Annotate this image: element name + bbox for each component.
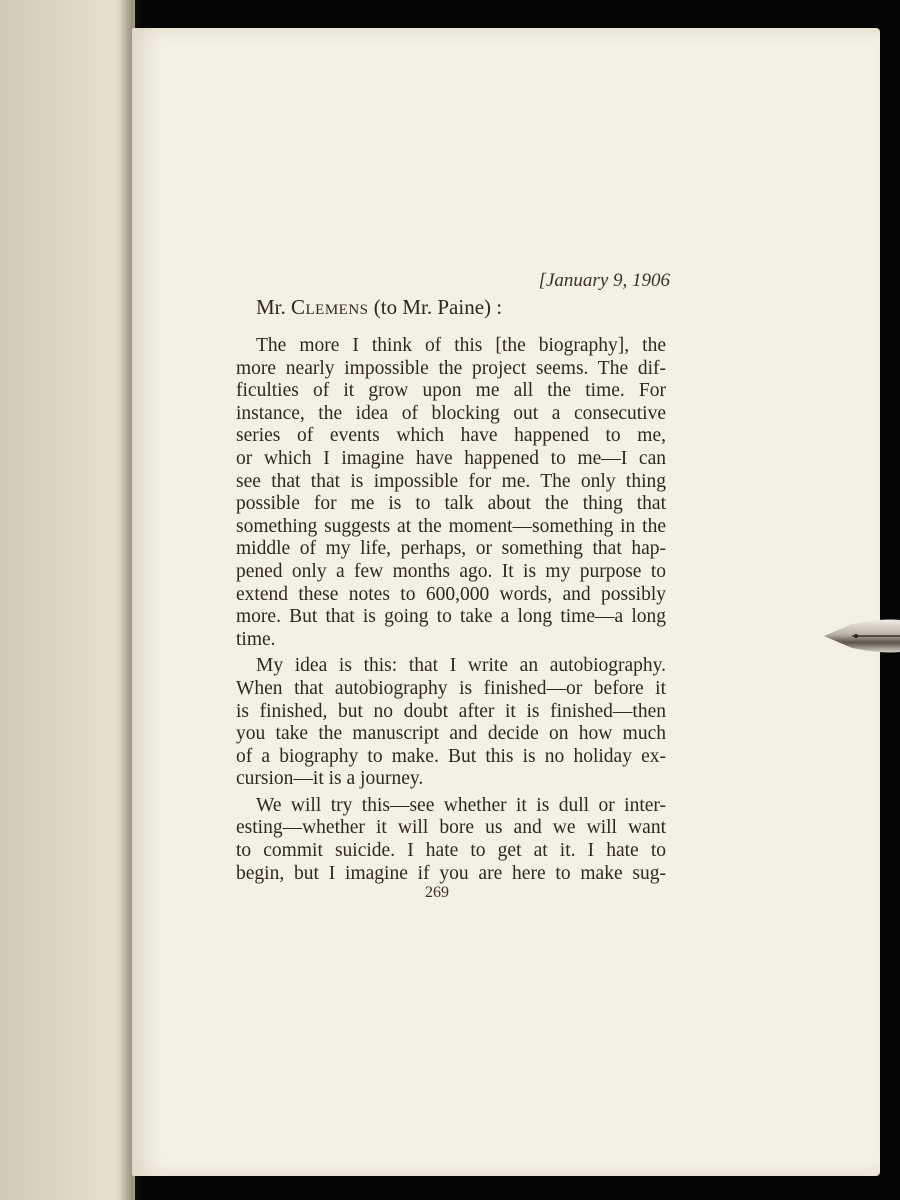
text-line: The more I think of this [the biography], the — [256, 335, 666, 356]
left-page-edge — [0, 0, 135, 1200]
text-line: extend these notes to 600,000 words, and possibly — [236, 583, 666, 605]
text-line: possible for me is to talk about the thing that — [236, 493, 666, 515]
text-line: begin, but I imagine if you are here to make sug- — [236, 862, 666, 884]
text-line: pened only a few months ago. It is my purpose to — [236, 560, 666, 582]
text-line: of a biography to make. But this is no holiday ex- — [236, 745, 666, 767]
text-line: esting—whether it will bore us and we will want — [236, 817, 666, 839]
speaker-addressee: (to Mr. Paine) : — [368, 295, 503, 319]
text-line: more. But that is going to take a long time—a long — [236, 606, 666, 628]
text-line: cursion—it is a journey. — [236, 768, 424, 790]
paragraph-1 — [236, 335, 666, 651]
speaker-name: Clemens — [291, 295, 369, 319]
speaker-title: Mr. — [256, 295, 286, 319]
text-line: middle of my life, perhaps, or something that hap- — [236, 538, 666, 560]
text-line: instance, the idea of blocking out a consecutive — [236, 402, 666, 424]
text-line: you take the manuscript and decide on how much — [236, 723, 666, 745]
text-line: see that that is impossible for me. The only thing — [236, 470, 666, 492]
text-line: ficulties of it grow upon me all the time. For — [236, 380, 666, 402]
date-line: [January 9, 1906 — [538, 270, 670, 291]
paragraph-3 — [236, 795, 666, 885]
text-line: We will try this—see whether it is dull or inter- — [256, 794, 666, 816]
text-line: is finished, but no doubt after it is finished—then — [236, 700, 666, 722]
text-line: something suggests at the moment—something in the — [236, 515, 666, 537]
text-line: to commit suicide. I hate to get at it. I hate to — [236, 840, 666, 862]
text-line: series of events which have happened to me, — [236, 425, 666, 447]
page-number: 269 — [425, 884, 449, 901]
text-line: My idea is this: that I write an autobiography. — [256, 655, 666, 677]
pen-tip-icon — [822, 614, 900, 658]
book-page — [132, 28, 880, 1176]
text-line: time. — [236, 628, 276, 650]
text-line: more nearly impossible the project seems. The dif- — [236, 357, 666, 379]
text-line: When that autobiography is finished—or before it — [236, 677, 666, 699]
paragraph-2 — [236, 655, 666, 791]
speaker-heading — [256, 295, 502, 320]
text-line: or which I imagine have happened to me—I can — [236, 447, 666, 469]
body-text — [236, 335, 666, 889]
